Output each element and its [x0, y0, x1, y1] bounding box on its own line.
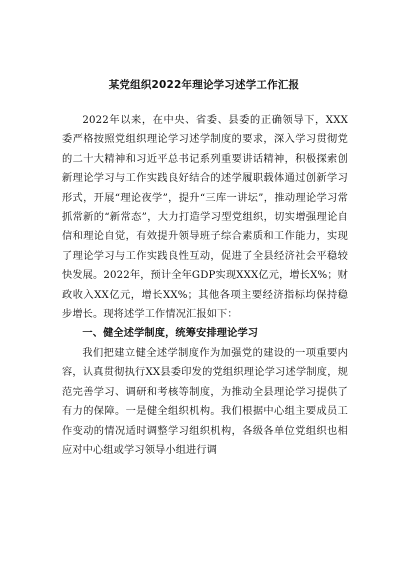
section-heading-1: 一、健全述学制度，统筹安排理论学习: [82, 328, 259, 340]
document-title: 某党组织2022年理论学习述学工作汇报: [108, 79, 300, 91]
paragraph-intro: 2022年以来，在中央、省委、县委的正确领导下，XXX委严格按照党组织理论学习述学制度的要求，深入学习贯彻党的二十大精神和习近平总书记系列重要讲话精神，积极探索创新理论学习与工作实践良好结合的述学履职载体通过创新学习形式，开展“理论夜学”，提升“三库一讲坛”，推动理论学习常抓常新的“新常态”，大力打造学习型党组织，切实增强理论自信和理论自觉，有效提升领导班子综合素质和工作能力，实现了理论学习与工作实践良性互动，促进了全县经济社会平稳较快发展。2022年，预计全年GDP实现XXX亿元，增长X%；财政收入XX亿元，增长XX%；其他各项主要经济指标均保持稳步增长。现将述学工作情况汇报如下：: [62, 115, 348, 321]
document-body: [62, 111, 348, 460]
paragraph-section-1: 我们把建立健全述学制度作为加强党的建设的一项重要内容，认真贯彻执行XX县委印发的党组织理论学习述学制度，规范完善学习、调研和考核等制度，为推动全县理论学习提供了有力的保障。一是健全组织机构。我们根据中心组主要成员工作变动的情况适时调整学习组织机构，各级各单位党组织也相应对中心组或学习领导小组进行调: [62, 347, 348, 456]
